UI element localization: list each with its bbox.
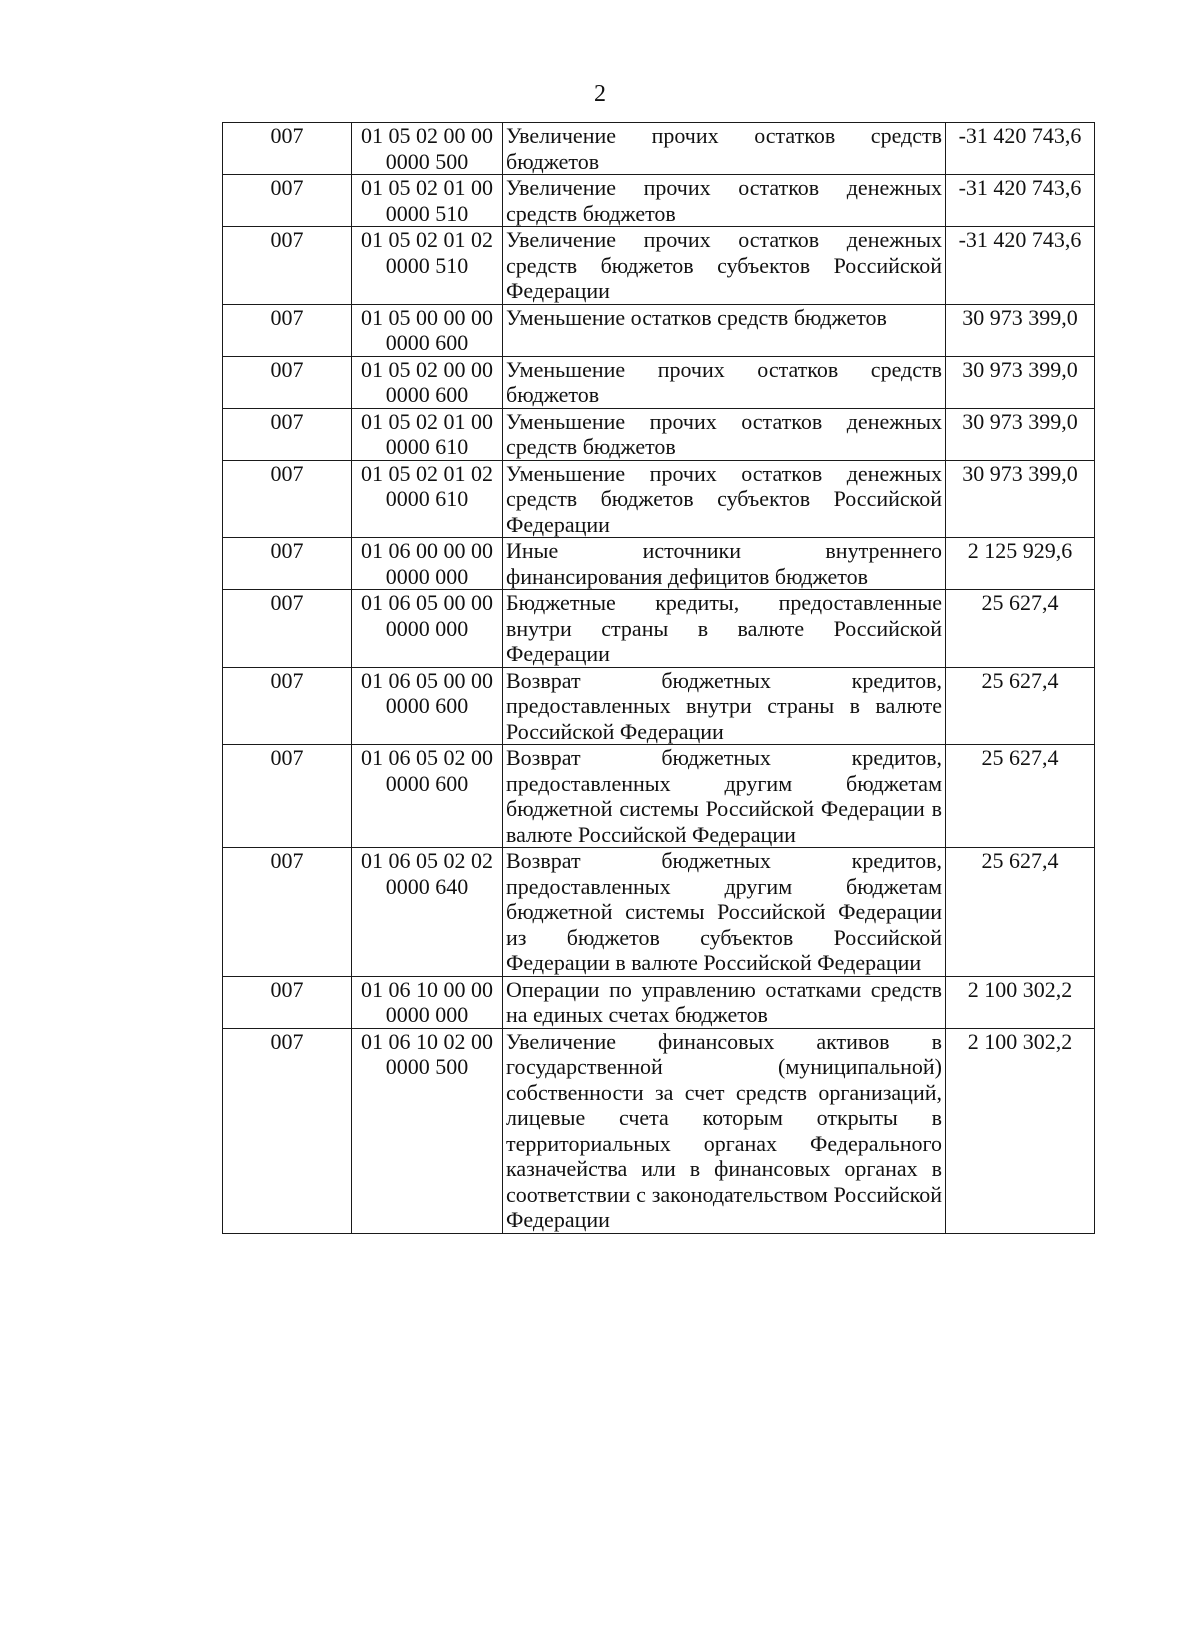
- amount-cell: 25 627,4: [946, 590, 1095, 668]
- admin-code-cell: 007: [223, 848, 352, 977]
- table-row: [223, 304, 1095, 356]
- classification-code-cell: 01 05 02 00 00 0000 600: [352, 356, 503, 408]
- budget-sources-table: [222, 122, 1095, 1234]
- table-row: [223, 1028, 1095, 1233]
- source-name-cell: Иные источники внутреннего финансирования дефицитов бюджетов: [503, 538, 946, 590]
- amount-cell: 30 973 399,0: [946, 408, 1095, 460]
- source-name-cell: Увеличение прочих остатков денежных средств бюджетов субъектов Российской Федерации: [503, 227, 946, 305]
- classification-code-cell: 01 06 10 02 00 0000 500: [352, 1028, 503, 1233]
- admin-code-cell: 007: [223, 227, 352, 305]
- table-row: [223, 538, 1095, 590]
- source-name-cell: Уменьшение прочих остатков денежных средств бюджетов субъектов Российской Федерации: [503, 460, 946, 538]
- classification-code-cell: 01 06 05 02 00 0000 600: [352, 745, 503, 848]
- source-name-cell: Уменьшение прочих остатков средств бюджетов: [503, 356, 946, 408]
- table-row: [223, 976, 1095, 1028]
- source-name-cell: Уменьшение прочих остатков денежных средств бюджетов: [503, 408, 946, 460]
- page-number: 2: [594, 81, 606, 107]
- amount-cell: 30 973 399,0: [946, 304, 1095, 356]
- amount-cell: -31 420 743,6: [946, 175, 1095, 227]
- table-row: [223, 848, 1095, 977]
- admin-code-cell: 007: [223, 745, 352, 848]
- source-name-cell: Увеличение прочих остатков средств бюджетов: [503, 123, 946, 175]
- amount-cell: 2 100 302,2: [946, 1028, 1095, 1233]
- amount-cell: 30 973 399,0: [946, 356, 1095, 408]
- admin-code-cell: 007: [223, 408, 352, 460]
- admin-code-cell: 007: [223, 356, 352, 408]
- table-row: [223, 356, 1095, 408]
- admin-code-cell: 007: [223, 1028, 352, 1233]
- source-name-cell: Бюджетные кредиты, предоставленные внутри страны в валюте Российской Федерации: [503, 590, 946, 668]
- admin-code-cell: 007: [223, 976, 352, 1028]
- classification-code-cell: 01 05 02 01 00 0000 610: [352, 408, 503, 460]
- source-name-cell: Увеличение финансовых активов в государственной (муниципальной) собственности за счет средств организаций, лицевые счета которым открыты в территориальных органах Федерального казначейства или в финансовых органах в соответствии с законодательством Российской Федерации: [503, 1028, 946, 1233]
- admin-code-cell: 007: [223, 304, 352, 356]
- amount-cell: -31 420 743,6: [946, 227, 1095, 305]
- table-row: [223, 123, 1095, 175]
- table-row: [223, 175, 1095, 227]
- admin-code-cell: 007: [223, 123, 352, 175]
- classification-code-cell: 01 05 02 01 02 0000 610: [352, 460, 503, 538]
- amount-cell: 25 627,4: [946, 745, 1095, 848]
- classification-code-cell: 01 05 02 01 00 0000 510: [352, 175, 503, 227]
- source-name-cell: Увеличение прочих остатков денежных средств бюджетов: [503, 175, 946, 227]
- table-row: [223, 460, 1095, 538]
- admin-code-cell: 007: [223, 460, 352, 538]
- table-row: [223, 667, 1095, 745]
- table-body: [223, 123, 1095, 1234]
- amount-cell: 30 973 399,0: [946, 460, 1095, 538]
- amount-cell: 2 100 302,2: [946, 976, 1095, 1028]
- classification-code-cell: 01 06 05 02 02 0000 640: [352, 848, 503, 977]
- admin-code-cell: 007: [223, 175, 352, 227]
- source-name-cell: Уменьшение остатков средств бюджетов: [503, 304, 946, 356]
- table-row: [223, 745, 1095, 848]
- table-row: [223, 408, 1095, 460]
- classification-code-cell: 01 06 05 00 00 0000 000: [352, 590, 503, 668]
- source-name-cell: Возврат бюджетных кредитов, предоставленных другим бюджетам бюджетной системы Российской Федерации в валюте Российской Федерации: [503, 745, 946, 848]
- amount-cell: 2 125 929,6: [946, 538, 1095, 590]
- amount-cell: 25 627,4: [946, 667, 1095, 745]
- admin-code-cell: 007: [223, 590, 352, 668]
- source-name-cell: Возврат бюджетных кредитов, предоставленных другим бюджетам бюджетной системы Российской Федерации из бюджетов субъектов Российской Федерации в валюте Российской Федерации: [503, 848, 946, 977]
- classification-code-cell: 01 05 02 00 00 0000 500: [352, 123, 503, 175]
- classification-code-cell: 01 05 02 01 02 0000 510: [352, 227, 503, 305]
- classification-code-cell: 01 06 00 00 00 0000 000: [352, 538, 503, 590]
- amount-cell: 25 627,4: [946, 848, 1095, 977]
- admin-code-cell: 007: [223, 538, 352, 590]
- admin-code-cell: 007: [223, 667, 352, 745]
- table-row: [223, 590, 1095, 668]
- table-row: [223, 227, 1095, 305]
- source-name-cell: Возврат бюджетных кредитов, предоставленных внутри страны в валюте Российской Федерации: [503, 667, 946, 745]
- classification-code-cell: 01 05 00 00 00 0000 600: [352, 304, 503, 356]
- amount-cell: -31 420 743,6: [946, 123, 1095, 175]
- classification-code-cell: 01 06 05 00 00 0000 600: [352, 667, 503, 745]
- classification-code-cell: 01 06 10 00 00 0000 000: [352, 976, 503, 1028]
- source-name-cell: Операции по управлению остатками средств на единых счетах бюджетов: [503, 976, 946, 1028]
